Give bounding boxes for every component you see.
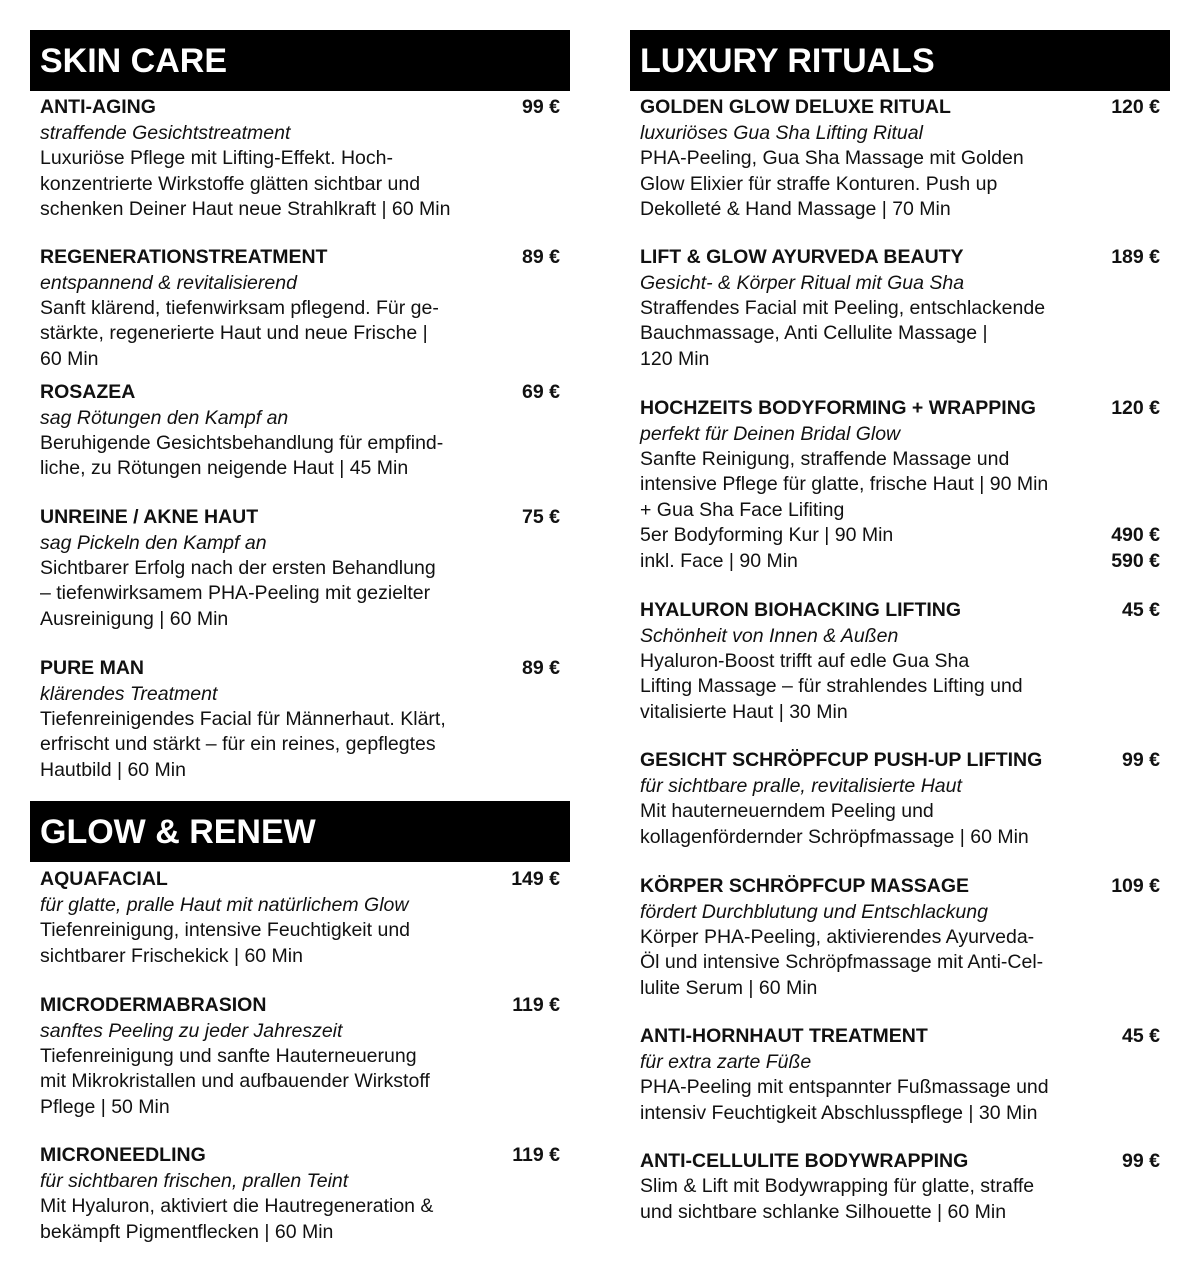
item-price: 99 € — [1122, 1150, 1160, 1173]
item-subtitle: entspannend & revitalisierend — [40, 271, 297, 294]
item-price: 120 € — [1111, 96, 1160, 118]
menu-item — [630, 244, 1170, 373]
item-subtitle: straffende Gesichtstreatment — [40, 122, 291, 144]
item-price: 75 € — [522, 505, 560, 528]
item-name: HOCHZEITS BODYFORMING + WRAPPING — [640, 396, 1036, 419]
item-subtitle: sanftes Peeling zu jeder Jahreszeit — [40, 1019, 343, 1042]
item-price: 99 € — [1122, 749, 1160, 772]
price-option-price: 490 € — [1111, 524, 1160, 547]
menu-item — [30, 866, 570, 969]
item-name: GESICHT SCHRÖPFCUP PUSH-UP LIFTING — [640, 749, 1043, 772]
item-description: Tiefenreinigung, intensive Feuchtigkeit und sichtbarer Frischekick | 60 Min — [40, 919, 411, 967]
item-price: 99 € — [522, 96, 560, 118]
item-description: PHA-Peeling, Gua Sha Massage mit Golden Glow Elixier für straffe Konturen. Push up Dekolleté & Hand Massage | 70 Min — [640, 147, 1024, 221]
item-name: GOLDEN GLOW DELUXE RITUAL — [640, 96, 951, 118]
item-price: 109 € — [1111, 874, 1160, 897]
item-description: Tiefenreinigung und sanfte Hauterneuerung mit Mikrokristallen und aufbauender Wirkstoff Pflege | 50 Min — [40, 1044, 430, 1118]
section-header-glow-renew: GLOW & RENEW — [30, 801, 570, 862]
item-name: ROSAZEA — [40, 380, 136, 403]
menu-item — [630, 1023, 1170, 1126]
menu-item — [30, 504, 570, 633]
item-description: Mit Hyaluron, aktiviert die Hautregeneration & bekämpft Pigmentflecken | 60 Min — [40, 1195, 434, 1243]
item-description: Tiefenreinigendes Facial für Männerhaut. Klärt, erfrischt und stärkt – für ein reines, gepflegtes Hautbild | 60 Min — [40, 707, 446, 781]
price-option-row — [640, 523, 1160, 549]
price-option-row — [640, 549, 1160, 575]
item-description: und sichtbare schlanke Silhouette | 60 Min — [640, 1201, 1007, 1224]
item-price: 45 € — [1122, 598, 1160, 621]
item-description: PHA-Peeling mit entspannter Fußmassage und intensiv Feuchtigkeit Abschlusspflege | 30 Min — [640, 1076, 1049, 1124]
item-subtitle: perfekt für Deinen Bridal Glow — [640, 422, 901, 445]
item-subtitle: klärendes Treatment — [40, 682, 218, 705]
item-subtitle: für extra zarte Füße — [640, 1051, 812, 1074]
item-price: 119 € — [512, 1144, 560, 1167]
item-name: ANTI-AGING — [40, 96, 156, 118]
item-price: 89 € — [522, 656, 560, 679]
item-subtitle: sag Rötungen den Kampf an — [40, 406, 289, 429]
menu-item — [30, 992, 570, 1121]
item-subtitle: fördert Durchblutung und Entschlackung — [640, 900, 988, 923]
menu-item — [30, 655, 570, 784]
section-header-luxury-rituals: LUXURY RITUALS — [630, 30, 1170, 91]
item-subtitle: Schönheit von Innen & Außen — [640, 624, 899, 647]
item-subtitle: Slim & Lift mit Bodywrapping für glatte, straffe — [640, 1175, 1035, 1198]
menu-item — [630, 1148, 1170, 1225]
item-subtitle: für sichtbare pralle, revitalisierte Haut — [640, 775, 962, 798]
menu-item — [30, 94, 570, 223]
item-subtitle: luxuriöses Gua Sha Lifting Ritual — [640, 122, 923, 144]
item-price: 89 € — [522, 245, 560, 268]
item-name: KÖRPER SCHRÖPFCUP MASSAGE — [640, 874, 970, 897]
item-subtitle: sag Pickeln den Kampf an — [40, 531, 267, 554]
item-description: Sanfte Reinigung, straffende Massage und intensive Pflege für glatte, frische Haut | 90 Min + Gua Sha Face Lifiting — [640, 447, 1049, 521]
item-description: Beruhigende Gesichtsbehandlung für empfind- liche, zu Rötungen neigende Haut | 45 Min — [40, 431, 444, 480]
menu-item — [630, 597, 1170, 726]
item-description: Körper PHA-Peeling, aktivierendes Ayurveda- Öl und intensive Schröpfmassage mit Anti-Cel- lulite Serum | 60 Min — [640, 925, 1044, 999]
menu-item — [30, 1142, 570, 1245]
menu-item — [630, 873, 1170, 1002]
item-description: Sanft klärend, tiefenwirksam pflegend. Für ge- stärkte, regenerierte Haut und neue Frische | 60 Min — [40, 296, 439, 370]
item-price: 69 € — [522, 380, 560, 403]
menu-item — [30, 244, 570, 373]
item-name: LIFT & GLOW AYURVEDA BEAUTY — [640, 245, 964, 268]
price-option-label: 5er Bodyforming Kur | 90 Min — [640, 524, 894, 547]
item-price: 149 € — [511, 868, 560, 891]
left-column — [30, 30, 570, 1245]
section-header-skin-care: SKIN CARE — [30, 30, 570, 91]
item-description: Mit hauterneuerndem Peeling und kollagenfördernder Schröpfmassage | 60 Min — [640, 800, 1029, 848]
item-description: Sichtbarer Erfolg nach der ersten Behandlung – tiefenwirksamem PHA-Peeling mit gezielter Ausreinigung | 60 Min — [40, 556, 436, 630]
item-name: ANTI-CELLULITE BODYWRAPPING — [640, 1150, 969, 1173]
item-subtitle: Gesicht- & Körper Ritual mit Gua Sha — [640, 271, 965, 294]
item-description: Luxuriöse Pflege mit Lifting-Effekt. Hoch- konzentrierte Wirkstoffe glätten sichtbar und schenken Deiner Haut neue Strahlkraft | 60 Min — [40, 147, 451, 221]
price-option-price: 590 € — [1111, 549, 1160, 572]
item-subtitle: für glatte, pralle Haut mit natürlichem Glow — [40, 894, 409, 917]
item-subtitle: für sichtbaren frischen, prallen Teint — [40, 1170, 349, 1193]
item-description: Hyaluron-Boost trifft auf edle Gua Sha Lifting Massage – für strahlendes Lifting und vitalisierte Haut | 30 Min — [640, 649, 1023, 723]
item-name: MICRONEEDLING — [40, 1144, 206, 1167]
menu-item — [30, 379, 570, 482]
item-name: AQUAFACIAL — [40, 868, 168, 891]
item-price: 189 € — [1111, 245, 1160, 268]
right-column — [630, 30, 1170, 1226]
menu-item — [630, 395, 1170, 575]
item-price: 120 € — [1111, 396, 1160, 419]
item-name: PURE MAN — [40, 656, 145, 679]
item-price: 45 € — [1122, 1025, 1160, 1048]
item-name: HYALURON BIOHACKING LIFTING — [640, 598, 962, 621]
menu-item — [630, 747, 1170, 850]
item-description: Straffendes Facial mit Peeling, entschlackende Bauchmassage, Anti Cellulite Massage | 120 Min — [640, 296, 1046, 370]
item-price: 119 € — [512, 993, 560, 1016]
item-name: ANTI-HORNHAUT TREATMENT — [640, 1025, 928, 1048]
item-name: REGENERATIONSTREATMENT — [40, 245, 328, 268]
item-name: UNREINE / AKNE HAUT — [40, 505, 259, 528]
item-name: MICRODERMABRASION — [40, 993, 267, 1016]
price-option-label: inkl. Face | 90 Min — [640, 549, 798, 572]
menu-item — [630, 94, 1170, 223]
